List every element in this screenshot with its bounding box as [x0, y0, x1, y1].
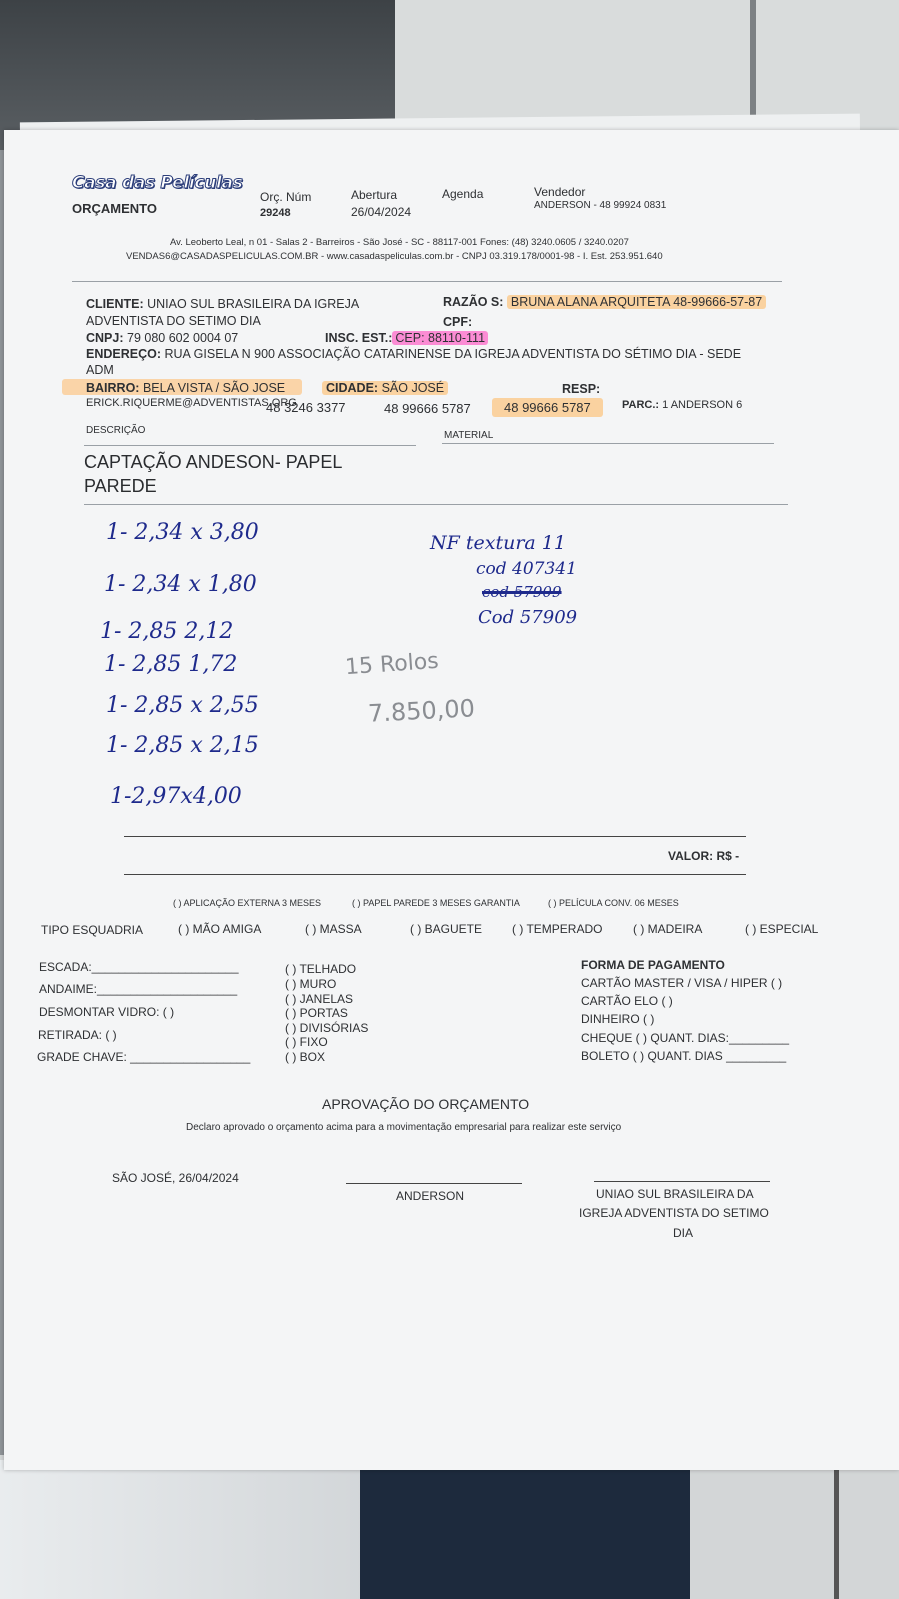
escada-field[interactable]: ESCADA:______________________: [39, 960, 239, 974]
abertura-label: Abertura: [351, 188, 398, 202]
price-note: 7.850,00: [367, 694, 476, 728]
measure-6: 1- 2,85 x 2,15: [106, 733, 259, 758]
cnpj-row: CNPJ: 79 080 602 0004 07: [86, 331, 239, 345]
item-janelas[interactable]: ( ) JANELAS: [285, 992, 354, 1006]
esquadria-especial[interactable]: ( ) ESPECIAL: [745, 922, 819, 936]
pagamento-title: FORMA DE PAGAMENTO: [581, 958, 725, 972]
item-box[interactable]: ( ) BOX: [285, 1050, 326, 1064]
tipo-esquadria-label: TIPO ESQUADRIA: [41, 923, 144, 937]
header-rule: [72, 281, 782, 282]
pagamento-master[interactable]: CARTÃO MASTER / VISA / HIPER ( ): [581, 976, 783, 990]
signature-client-line2: IGREJA ADVENTISTA DO SETIMO: [579, 1206, 769, 1220]
signature-client-line1: UNIAO SUL BRASILEIRA DA: [596, 1187, 754, 1201]
desmontar-vidro-field[interactable]: DESMONTAR VIDRO: ( ): [39, 1005, 175, 1019]
company-address: Av. Leoberto Leal, n 01 - Salas 2 - Barreiros - São José - SC - 88117-001 Fones: (48) 3240.0605 / 3240.0207: [170, 237, 629, 248]
material-rule: [442, 443, 774, 444]
vendedor: ANDERSON - 48 99924 0831: [534, 200, 667, 211]
signature-client-line3: DIA: [673, 1226, 694, 1240]
measure-7: 1-2,97x4,00: [110, 784, 242, 809]
esquadria-massa[interactable]: ( ) MASSA: [305, 922, 362, 936]
cpf-label: CPF:: [443, 315, 473, 329]
orc-num: 29248: [260, 207, 291, 219]
parc-row: PARC.: 1 ANDERSON 6: [622, 399, 743, 411]
descricao-label: DESCRIÇÃO: [86, 425, 146, 436]
measure-2: 1- 2,34 x 1,80: [104, 572, 257, 597]
item-muro[interactable]: ( ) MURO: [285, 977, 337, 991]
cliente-name-line2: ADVENTISTA DO SETIMO DIA: [86, 314, 261, 328]
background-tile-joint: [750, 0, 756, 130]
endereco-line2: ADM: [86, 363, 114, 377]
razao-row: RAZÃO S: BRUNA ALANA ARQUITETA 48-99666-57-87: [443, 295, 766, 309]
nf-note: NF textura 11: [430, 532, 566, 554]
agenda-label: Agenda: [442, 187, 484, 201]
document-type: ORÇAMENTO: [72, 201, 157, 216]
pagamento-boleto[interactable]: BOLETO ( ) QUANT. DIAS _________: [581, 1049, 787, 1063]
place-date: SÃO JOSÉ, 26/04/2024: [112, 1171, 239, 1185]
pagamento-elo[interactable]: CARTÃO ELO ( ): [581, 994, 673, 1008]
rolos-note: 15 Rolos: [344, 648, 440, 681]
esquadria-madeira[interactable]: ( ) MADEIRA: [633, 922, 703, 936]
descricao-text-line2: PAREDE: [84, 476, 157, 496]
descricao-rule: [84, 445, 416, 446]
item-divisorias[interactable]: ( ) DIVISÓRIAS: [285, 1021, 369, 1035]
cidade-row: CIDADE: SÃO JOSÉ: [322, 381, 448, 395]
esquadria-temperado[interactable]: ( ) TEMPERADO: [512, 922, 603, 936]
esquadria-mao-amiga[interactable]: ( ) MÃO AMIGA: [178, 922, 262, 936]
background-dark-object: [360, 1460, 690, 1599]
measure-1: 1- 2,34 x 3,80: [106, 520, 259, 545]
esquadria-baguete[interactable]: ( ) BAGUETE: [410, 922, 483, 936]
measure-4: 1- 2,85 1,72: [104, 652, 238, 677]
descricao-bottom-rule: [84, 504, 788, 505]
aprovacao-text: Declaro aprovado o orçamento acima para a movimentação empresarial para realizar este serviço: [186, 1122, 622, 1133]
vendedor-label: Vendedor: [534, 185, 586, 199]
email: ERICK.RIQUERME@ADVENTISTAS.ORG: [86, 397, 297, 409]
pagamento-dinheiro[interactable]: DINHEIRO ( ): [581, 1012, 655, 1026]
item-portas[interactable]: ( ) PORTAS: [285, 1006, 348, 1020]
option-papel-parede[interactable]: ( ) PAPEL PAREDE 3 MESES GARANTIA: [352, 898, 520, 908]
phone-1: 48 3246 3377: [266, 400, 346, 415]
aprovacao-title: APROVAÇÃO DO ORÇAMENTO: [322, 1096, 530, 1112]
signature-anderson: ANDERSON: [396, 1189, 465, 1203]
cliente-row: CLIENTE: UNIAO SUL BRASILEIRA DA IGREJA: [86, 297, 360, 311]
option-aplicacao[interactable]: ( ) APLICAÇÃO EXTERNA 3 MESES: [173, 898, 322, 908]
cod-note-struck: cod 57909: [482, 583, 562, 601]
item-fixo[interactable]: ( ) FIXO: [285, 1035, 328, 1049]
cod-note-1: cod 407341: [476, 559, 577, 579]
measure-5: 1- 2,85 x 2,55: [106, 693, 259, 718]
abertura-date: 26/04/2024: [351, 205, 412, 219]
company-contact: VENDAS6@CASADASPELICULAS.COM.BR - www.casadaspeliculas.com.br - CNPJ 03.319.178/0001-98 - I. Est. 253.951.640: [126, 251, 663, 262]
grade-chave-field[interactable]: GRADE CHAVE: __________________: [37, 1050, 251, 1064]
phone-2: 48 99666 5787: [384, 401, 471, 416]
company-logo: Casa das Películas: [72, 173, 243, 193]
andaime-field[interactable]: ANDAIME:_____________________: [39, 982, 238, 996]
item-telhado[interactable]: ( ) TELHADO: [285, 962, 357, 976]
pagamento-cheque[interactable]: CHEQUE ( ) QUANT. DIAS:_________: [581, 1031, 790, 1045]
valor-rule-bottom: [124, 874, 746, 875]
bairro-row: BAIRRO: BELA VISTA / SÃO JOSE: [86, 381, 286, 395]
measure-3: 1- 2,85 2,12: [100, 619, 234, 644]
orc-num-label: Orç. Núm: [260, 190, 312, 204]
retirada-field[interactable]: RETIRADA: ( ): [38, 1028, 117, 1042]
valor-rule-top: [124, 836, 746, 837]
insc-row: INSC. EST.: CEP: 88110-111: [325, 331, 488, 345]
phone-3: 48 99666 5787: [492, 400, 603, 415]
option-pelicula[interactable]: ( ) PELÍCULA CONV. 06 MESES: [548, 898, 679, 908]
descricao-text-line1: CAPTAÇÃO ANDESON- PAPEL: [84, 452, 343, 472]
signature-line-2: [594, 1181, 770, 1182]
signature-line-1: [346, 1183, 522, 1184]
background-tile-joint-bottom: [834, 1460, 839, 1599]
cod-note-2: Cod 57909: [478, 607, 578, 628]
material-label: MATERIAL: [444, 430, 494, 441]
resp-label: RESP:: [562, 382, 601, 396]
endereco-row: ENDEREÇO: RUA GISELA N 900 ASSOCIAÇÃO CATARINENSE DA IGREJA ADVENTISTA DO SÉTIMO DIA - SEDE: [86, 347, 742, 361]
valor-label: VALOR: R$ -: [668, 849, 740, 863]
